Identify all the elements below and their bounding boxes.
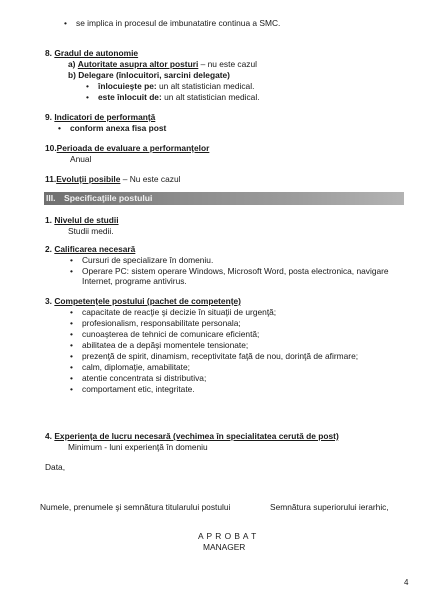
req-1-value: Studii medii. [68,226,114,236]
date-label: Data, [45,462,66,472]
bullet-icon [70,351,82,361]
bullet-icon [70,384,82,394]
req-4-value: Minimum - luni experienţă în domeniu [68,442,208,452]
bullet-item: •se implica in procesul de imbunatatire continua a SMC. [64,18,280,28]
bullet-icon [70,266,82,276]
bullet-icon [58,123,70,133]
req-3-heading: 3. Competenţele postului (pachet de competenţe) [45,296,241,306]
req-2-item: •Cursuri de specializare în domeniu. [70,255,213,265]
competency-item: •comportament etic, integritate. [70,384,195,394]
bullet-icon [70,318,82,328]
competency-item: •capacitate de reacţie şi decizie în situaţii de urgenţă; [70,307,276,317]
section-8-heading: 8. Gradul de autonomie [45,48,139,58]
competency-item: •atentie concentrata si distributiva; [70,373,206,383]
competency-item: •profesionalism, responsabilitate personala; [70,318,241,328]
req-2-item-continued: Internet, programe antivirus. [82,276,187,286]
bullet-icon [70,255,82,265]
section-8b-item-2: •este înlocuit de: un alt statistician medical. [86,92,260,102]
bullet-icon [70,373,82,383]
req-2-heading: 2. Calificarea necesară [45,244,136,254]
section-11-heading: 11.Evoluţii posibile – Nu este cazul [45,174,181,184]
req-2-item: •Operare PC: sistem operare Windows, Microsoft Word, posta electronica, navigare [70,266,389,276]
competency-item: •prezenţă de spirit, dinamism, receptivitate faţă de nou, dorinţă de afirmare; [70,351,358,361]
approved-label: A P R O B A T [198,531,257,541]
section-9-item: •conform anexa fisa post [58,123,166,133]
signature-superior-label: Semnătura superiorului ierarhic, [270,502,389,512]
section-8b-item-1: •înlocuieşte pe: un alt statistician medical. [86,81,254,91]
req-4-heading: 4. Experienţa de lucru necesară (vechimea în specialitatea cerută de post) [45,431,339,441]
req-1-heading: 1. Nivelul de studii [45,215,119,225]
section-8b: b) Delegare (înlocuitori, sarcini delegate) [68,70,230,80]
section-9-heading: 9. Indicatori de performanţă [45,112,156,122]
section-10-value: Anual [70,154,92,164]
bullet-icon [86,81,98,91]
competency-item: •cunoaşterea de tehnici de comunicare eficientă; [70,329,259,339]
bullet-icon [70,307,82,317]
bullet-icon [70,362,82,372]
bullet-icon [86,92,98,102]
manager-label: MANAGER [203,542,246,552]
competency-item: •calm, diplomaţie, amabilitate; [70,362,190,372]
page-number: 4 [404,578,409,587]
bullet-icon [70,329,82,339]
section-10-heading: 10.Perioada de evaluare a performanţelor [45,143,210,153]
bullet-icon [64,18,76,28]
section-iii-banner: III. Specificaţiile postului [44,192,404,205]
bullet-icon [70,340,82,350]
section-8a: a) Autoritate asupra altor posturi – nu este cazul [68,59,257,69]
signature-holder-label: Numele, prenumele şi semnătura titularului postului [40,502,231,512]
competency-item: •abilitatea de a depăşi momentele tensionate; [70,340,248,350]
